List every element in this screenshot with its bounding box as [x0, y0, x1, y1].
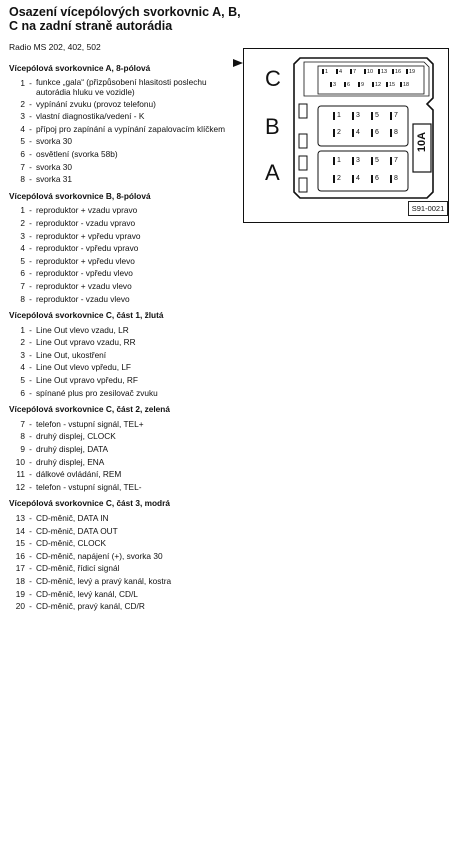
pin-separator: - — [29, 293, 32, 304]
pin-contact — [333, 112, 335, 120]
pin-label: 5 — [375, 157, 379, 164]
pin-number: 5 — [20, 255, 25, 266]
pin-label: 7 — [353, 69, 357, 75]
pin-separator: - — [29, 444, 32, 455]
pin-label: 3 — [356, 112, 360, 119]
pin-description: reproduktor - vpředu vlevo — [36, 268, 133, 279]
pin-separator: - — [29, 230, 32, 241]
pin-separator: - — [29, 161, 32, 172]
pin-contact — [352, 112, 354, 120]
pin-row — [9, 135, 234, 148]
pin-separator: - — [29, 563, 32, 574]
connector-label-b: B — [265, 114, 280, 139]
pin-list — [9, 324, 234, 400]
pin-description: druhý displej, CLOCK — [36, 431, 116, 442]
pin-number: 3 — [20, 349, 25, 360]
pin-description: spínané plus pro zesilovač zvuku — [36, 387, 158, 398]
pin-separator: - — [29, 111, 32, 122]
pin-row — [9, 230, 234, 243]
page-title: Osazení vícepólových svorkovnic A, B, C na zadní straně autorádia — [9, 5, 241, 33]
pin-number: 18 — [15, 575, 25, 586]
pin-number: 6 — [20, 148, 25, 159]
pin-separator: - — [29, 362, 32, 373]
pin-label: 12 — [375, 82, 382, 88]
pin-row — [9, 588, 234, 601]
pin-row — [9, 600, 234, 613]
pin-contact — [406, 69, 408, 74]
pin-contact — [390, 129, 392, 137]
pin-row — [9, 173, 234, 186]
pin-row — [9, 512, 234, 525]
pin-row — [9, 575, 234, 588]
pin-description: reproduktor + vpředu vpravo — [36, 230, 141, 241]
connector-label-c: C — [265, 66, 281, 91]
pin-separator: - — [29, 375, 32, 386]
pin-separator: - — [29, 601, 32, 612]
pin-label: 8 — [394, 175, 398, 182]
pin-row — [9, 550, 234, 563]
pin-separator: - — [29, 280, 32, 291]
pin-separator: - — [29, 588, 32, 599]
pin-number: 1 — [20, 77, 25, 88]
pin-row — [9, 430, 234, 443]
pin-number: 3 — [20, 230, 25, 241]
pin-row — [9, 217, 234, 230]
pin-number: 20 — [15, 601, 25, 612]
pin-row — [9, 525, 234, 538]
pin-separator: - — [29, 255, 32, 266]
pin-separator: - — [29, 456, 32, 467]
figure-code: S91-0021 — [408, 201, 448, 216]
pin-separator: - — [29, 418, 32, 429]
pin-contact — [352, 129, 354, 137]
pin-label: 6 — [375, 175, 379, 182]
pin-contact — [386, 82, 388, 87]
pin-contact — [390, 157, 392, 165]
pin-description: svorka 30 — [36, 136, 72, 147]
pin-number: 3 — [20, 111, 25, 122]
pin-number: 1 — [20, 324, 25, 335]
pin-description: CD-měnič, levý a pravý kanál, kostra — [36, 575, 172, 586]
pin-label: 10 — [367, 69, 374, 75]
pin-separator: - — [29, 513, 32, 523]
pin-label: 2 — [337, 175, 341, 182]
pin-contact — [378, 69, 380, 74]
pin-label: 6 — [375, 129, 379, 136]
pin-number: 19 — [15, 588, 25, 599]
pin-contact — [352, 175, 354, 183]
pin-number: 8 — [20, 431, 25, 442]
connector-diagram — [243, 48, 449, 223]
pin-description: CD-měnič, CLOCK — [36, 538, 107, 549]
pin-separator: - — [29, 525, 32, 536]
pin-list — [9, 418, 234, 494]
pin-description: druhý displej, ENA — [36, 456, 105, 467]
pin-separator: - — [29, 174, 32, 185]
section-heading: Vícepólová svorkovnice B, 8-pólová — [9, 190, 151, 201]
pin-number: 7 — [20, 418, 25, 429]
pin-contact — [392, 69, 394, 74]
pin-label: 18 — [403, 82, 410, 88]
pin-contact — [333, 175, 335, 183]
pin-row — [9, 387, 234, 400]
pin-label: 1 — [325, 69, 329, 75]
pin-separator: - — [29, 205, 32, 216]
pin-contact — [400, 82, 402, 87]
pin-contact — [344, 82, 346, 87]
pin-description: Line Out vlevo vzadu, LR — [36, 324, 129, 335]
pin-description: reproduktor - vzadu vpravo — [36, 217, 136, 228]
pin-separator: - — [29, 337, 32, 348]
pin-label: 2 — [337, 129, 341, 136]
pin-label: 9 — [361, 82, 365, 88]
pin-description: reproduktor + vpředu vlevo — [36, 255, 135, 266]
pin-description: dálkové ovládání, REM — [36, 469, 122, 480]
pin-separator: - — [29, 349, 32, 360]
pin-row — [9, 481, 234, 494]
pin-description: CD-měnič, řídicí signál — [36, 563, 120, 574]
pin-contact — [390, 175, 392, 183]
pin-contact — [336, 69, 338, 74]
pin-separator: - — [29, 469, 32, 480]
pin-number: 15 — [15, 538, 25, 549]
pin-description: Line Out vlevo vpředu, LF — [36, 362, 132, 373]
pin-description: svorka 30 — [36, 161, 72, 172]
pin-separator: - — [29, 136, 32, 147]
pin-separator: - — [29, 575, 32, 586]
pin-contact — [333, 157, 335, 165]
pin-number: 17 — [15, 563, 25, 574]
pin-number: 2 — [20, 337, 25, 348]
pin-label: 4 — [339, 69, 343, 75]
pin-separator: - — [29, 148, 32, 159]
pin-description: telefon - vstupní signál, TEL- — [36, 481, 142, 492]
pin-row — [9, 418, 234, 431]
pin-row — [9, 374, 234, 387]
pin-number: 16 — [15, 550, 25, 561]
pin-description: Line Out, ukostření — [36, 349, 107, 360]
pin-description: vypínání zvuku (provoz telefonu) — [36, 98, 156, 109]
pin-row — [9, 267, 234, 280]
pin-separator: - — [29, 268, 32, 279]
pin-row — [9, 562, 234, 575]
pin-contact — [330, 82, 332, 87]
section-heading: Vícepólová svorkovnice A, 8-pólová — [9, 63, 151, 73]
pin-number: 7 — [20, 280, 25, 291]
pin-row — [9, 537, 234, 550]
section-heading: Vícepólová svorkovnice C, část 3, modrá — [9, 498, 170, 509]
pin-number: 4 — [20, 362, 25, 373]
pin-label: 1 — [337, 112, 341, 119]
section-heading: Vícepólová svorkovnice C, část 2, zelená — [9, 404, 170, 415]
pin-number: 9 — [20, 444, 25, 455]
pin-number: 7 — [20, 161, 25, 172]
pin-label: 3 — [333, 82, 337, 88]
pin-number: 14 — [15, 525, 25, 536]
pin-number: 8 — [20, 293, 25, 304]
pin-row — [9, 110, 234, 123]
pin-separator: - — [29, 324, 32, 335]
pin-description: CD-měnič, DATA IN — [36, 513, 109, 523]
pin-row — [9, 456, 234, 469]
pin-number: 2 — [20, 98, 25, 109]
pin-number: 13 — [15, 513, 25, 523]
pin-row — [9, 349, 234, 362]
pin-description: reproduktor - vzadu vlevo — [36, 293, 130, 304]
pin-number: 5 — [20, 136, 25, 147]
pin-label: 13 — [381, 69, 388, 75]
pin-contact — [371, 129, 373, 137]
pin-separator: - — [29, 538, 32, 549]
pin-list — [9, 77, 234, 186]
pin-separator: - — [29, 98, 32, 109]
section-heading: Vícepólová svorkovnice C, část 1, žlutá — [9, 310, 164, 321]
pin-contact — [358, 82, 360, 87]
pin-description: svorka 31 — [36, 174, 72, 185]
pin-list — [9, 204, 234, 305]
pin-description: reproduktor - vpředu vpravo — [36, 243, 139, 254]
pin-row — [9, 361, 234, 374]
pin-contact — [390, 112, 392, 120]
pin-description: osvětlení (svorka 58b) — [36, 148, 118, 159]
pin-description: reproduktor + vzadu vpravo — [36, 205, 138, 216]
pin-row — [9, 255, 234, 268]
pin-label: 16 — [395, 69, 402, 75]
pin-row — [9, 161, 234, 174]
pin-row — [9, 443, 234, 456]
pin-label: 15 — [389, 82, 396, 88]
pin-number: 4 — [20, 123, 25, 134]
pin-contact — [352, 157, 354, 165]
pin-contact — [372, 82, 374, 87]
pin-number: 5 — [20, 375, 25, 386]
pin-number: 6 — [20, 387, 25, 398]
pin-separator: - — [29, 243, 32, 254]
pointer-arrow-icon — [233, 59, 243, 67]
pin-row — [9, 468, 234, 481]
pin-contact — [350, 69, 352, 74]
pin-contact — [371, 175, 373, 183]
pin-row — [9, 293, 234, 306]
pin-sections — [9, 62, 234, 613]
pin-label: 8 — [394, 129, 398, 136]
pin-label: 6 — [347, 82, 351, 88]
pin-number: 12 — [15, 481, 25, 492]
pin-label: 7 — [394, 157, 398, 164]
fuse-label: 10A — [416, 131, 428, 153]
pin-row — [9, 148, 234, 161]
pin-row — [9, 242, 234, 255]
pin-number: 8 — [20, 174, 25, 185]
pin-contact — [371, 157, 373, 165]
pin-separator: - — [29, 431, 32, 442]
pin-separator: - — [29, 481, 32, 492]
pin-description: reproduktor + vzadu vlevo — [36, 280, 132, 291]
pin-label: 1 — [337, 157, 341, 164]
pin-number: 11 — [16, 469, 25, 480]
pin-contact — [322, 69, 324, 74]
pin-description: druhý displej, DATA — [36, 444, 109, 455]
pin-label: 4 — [356, 129, 360, 136]
pin-row — [9, 280, 234, 293]
pin-row — [9, 98, 234, 111]
pin-description: CD-měnič, levý kanál, CD/L — [36, 588, 138, 599]
pin-label: 7 — [394, 112, 398, 119]
pin-number: 6 — [20, 268, 25, 279]
pin-description: Line Out vpravo vzadu, RR — [36, 337, 136, 348]
pin-description: CD-měnič, DATA OUT — [36, 525, 118, 536]
pin-separator: - — [29, 217, 32, 228]
pin-row — [9, 324, 234, 337]
pin-contact — [371, 112, 373, 120]
pin-description: CD-měnič, napájení (+), svorka 30 — [36, 550, 163, 561]
pin-list — [9, 512, 234, 613]
pin-label: 19 — [409, 69, 416, 75]
pin-label: 4 — [356, 175, 360, 182]
pin-number: 1 — [20, 205, 25, 216]
pin-separator: - — [29, 550, 32, 561]
pin-separator: - — [29, 123, 32, 134]
pin-description: Line Out vpravo vpředu, RF — [36, 375, 138, 386]
pin-row — [9, 336, 234, 349]
pin-description: CD-měnič, pravý kanál, CD/R — [36, 601, 145, 612]
pin-row — [9, 123, 234, 136]
pin-description: funkce „gala“ (přizpůsobení hlasitosti poslechu autorádia hluku ve vozidle) — [36, 76, 207, 98]
pin-row — [9, 77, 234, 98]
pin-label: 3 — [356, 157, 360, 164]
pin-contact — [333, 129, 335, 137]
pin-description: přípoj pro zapínání a vypínání zapalovacím klíčkem — [36, 123, 226, 134]
pin-description: vlastní diagnostika/vedení - K — [36, 111, 145, 122]
pin-number: 4 — [20, 243, 25, 254]
pin-label: 5 — [375, 112, 379, 119]
pin-number: 2 — [20, 217, 25, 228]
connector-label-a: A — [265, 160, 280, 185]
pin-separator: - — [29, 387, 32, 398]
pin-contact — [364, 69, 366, 74]
pin-row — [9, 204, 234, 217]
pin-number: 10 — [15, 456, 25, 467]
pin-description: telefon - vstupní signál, TEL+ — [36, 418, 144, 429]
page-subtitle: Radio MS 202, 402, 502 — [9, 42, 101, 52]
pin-separator: - — [29, 77, 32, 88]
